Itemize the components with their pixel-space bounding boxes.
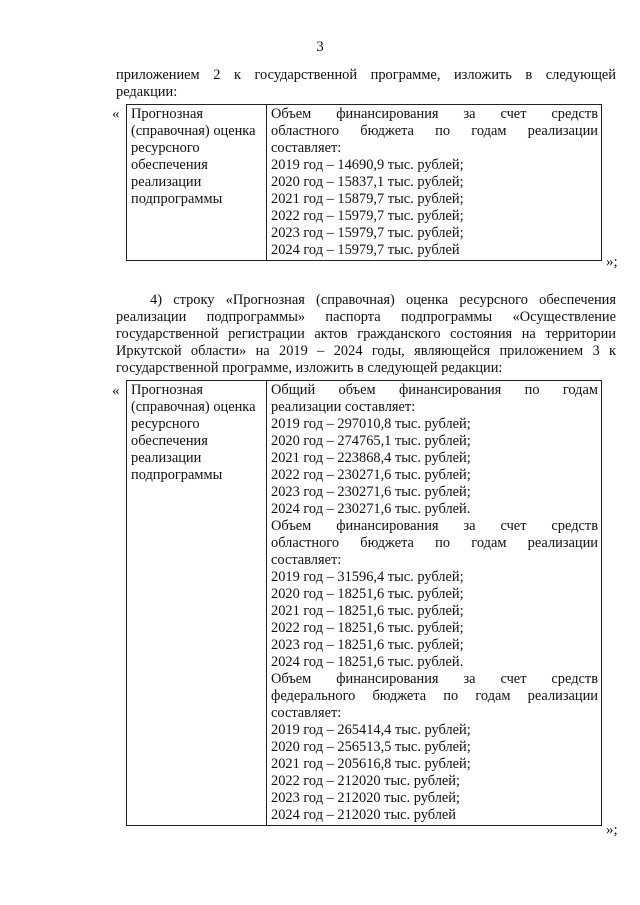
value-line: 2024 год – 212020 тыс. рублей [271, 807, 456, 823]
value-line: областного бюджета по годам реализации [271, 535, 598, 551]
table1-value-cell [267, 105, 602, 261]
value-line: реализации составляет: [271, 399, 416, 415]
value-line: федерального бюджета по годам реализации [271, 688, 598, 704]
label-line: Прогнозная [131, 106, 203, 122]
table-row [127, 381, 602, 826]
value-line: областного бюджета по годам реализации [271, 123, 598, 139]
value-line: 2023 год – 212020 тыс. рублей; [271, 790, 460, 806]
label-line: обеспечения [131, 433, 208, 449]
value-line: 2019 год – 14690,9 тыс. рублей; [271, 157, 464, 173]
table1-close-quote: »; [606, 254, 618, 270]
value-line: 2022 год – 18251,6 тыс. рублей; [271, 620, 464, 636]
intro-paragraph [116, 67, 616, 101]
label-line: (справочная) оценка [131, 123, 256, 139]
value-line: Объем финансирования за счет средств [271, 518, 598, 534]
table-row [127, 105, 602, 261]
value-line: составляет: [271, 140, 342, 156]
table2-value-cell [267, 381, 602, 826]
table2-open-quote: « [112, 383, 120, 399]
table1-label-cell [127, 105, 267, 261]
label-line: ресурсного [131, 416, 200, 432]
table2-label-cell [127, 381, 267, 826]
value-line: 2019 год – 297010,8 тыс. рублей; [271, 416, 471, 432]
value-line: 2024 год – 230271,6 тыс. рублей. [271, 501, 471, 517]
value-line: 2021 год – 223868,4 тыс. рублей; [271, 450, 471, 466]
value-line: 2023 год – 18251,6 тыс. рублей; [271, 637, 464, 653]
table1-open-quote: « [112, 106, 120, 122]
resource-table-2 [126, 380, 602, 826]
value-line: Объем финансирования за счет средств [271, 106, 598, 122]
item4-line: 4) строку «Прогнозная (справочная) оценка ресурсного обеспечения [150, 292, 616, 308]
item4-line: реализации подпрограммы» паспорта подпрограммы «Осуществление [116, 309, 616, 325]
value-line: 2023 год – 15979,7 тыс. рублей; [271, 225, 464, 241]
value-line: 2021 год – 205616,8 тыс. рублей; [271, 756, 471, 772]
value-line: составляет: [271, 552, 342, 568]
page-number: 3 [316, 39, 324, 55]
label-line: реализации [131, 174, 202, 190]
value-line: 2024 год – 18251,6 тыс. рублей. [271, 654, 464, 670]
table2-close-quote: »; [606, 822, 618, 838]
value-line: 2020 год – 274765,1 тыс. рублей; [271, 433, 471, 449]
value-line: 2021 год – 18251,6 тыс. рублей; [271, 603, 464, 619]
label-line: обеспечения [131, 157, 208, 173]
value-line: 2019 год – 265414,4 тыс. рублей; [271, 722, 471, 738]
intro-line: приложением 2 к государственной программе, изложить в следующей [116, 67, 616, 83]
label-line: реализации [131, 450, 202, 466]
value-line: 2022 год – 230271,6 тыс. рублей; [271, 467, 471, 483]
item4-line: государственной регистрации актов гражданского состояния на территории [116, 326, 616, 342]
label-line: подпрограммы [131, 191, 223, 207]
value-line: 2022 год – 212020 тыс. рублей; [271, 773, 460, 789]
item4-paragraph [116, 292, 616, 377]
value-line: 2023 год – 230271,6 тыс. рублей; [271, 484, 471, 500]
value-line: 2020 год – 256513,5 тыс. рублей; [271, 739, 471, 755]
label-line: Прогнозная [131, 382, 203, 398]
value-line: Общий объем финансирования по годам [271, 382, 598, 398]
value-line: Объем финансирования за счет средств [271, 671, 598, 687]
item4-line: Иркутской области» на 2019 – 2024 годы, являющейся приложением 3 к [116, 343, 616, 359]
label-line: (справочная) оценка [131, 399, 256, 415]
label-line: подпрограммы [131, 467, 223, 483]
value-line: 2020 год – 18251,6 тыс. рублей; [271, 586, 464, 602]
label-line: ресурсного [131, 140, 200, 156]
value-line: 2020 год – 15837,1 тыс. рублей; [271, 174, 464, 190]
value-line: 2019 год – 31596,4 тыс. рублей; [271, 569, 464, 585]
value-line: 2024 год – 15979,7 тыс. рублей [271, 242, 460, 258]
value-line: составляет: [271, 705, 342, 721]
intro-line: редакции: [116, 84, 178, 100]
item4-line: государственной программе, изложить в следующей редакции: [116, 360, 503, 376]
resource-table-1 [126, 104, 602, 261]
value-line: 2021 год – 15879,7 тыс. рублей; [271, 191, 464, 207]
value-line: 2022 год – 15979,7 тыс. рублей; [271, 208, 464, 224]
